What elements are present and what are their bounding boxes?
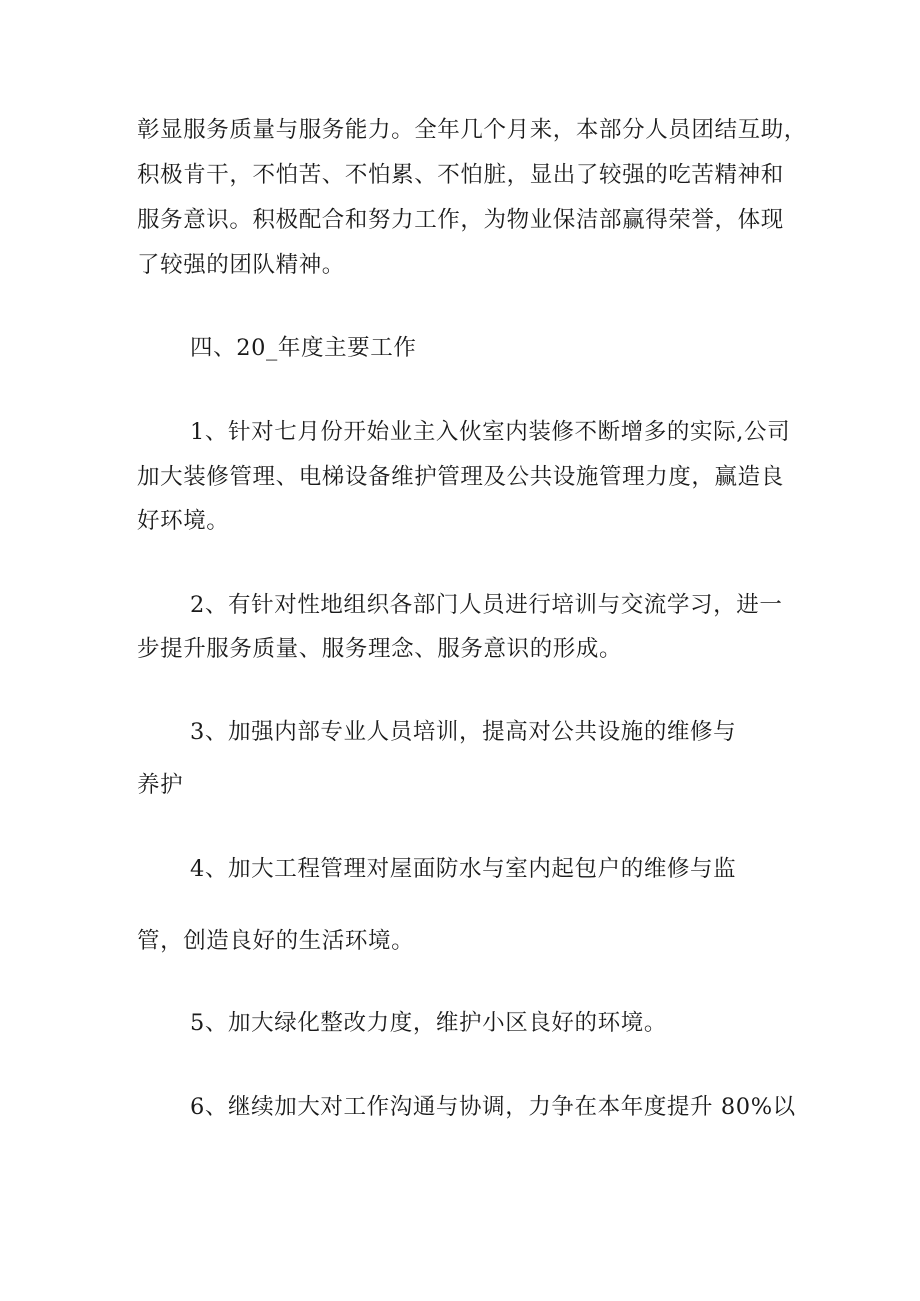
text-line: 积极肯干，不怕苦、不怕累、不怕脏，显出了较强的吃苦精神和	[137, 162, 784, 188]
text-line: 彰显服务质量与服务能力。全年几个月来，本部分人员团结互助，	[137, 117, 807, 143]
text-line: 了较强的团队精神。	[137, 252, 345, 278]
text-line: 1、针对七月份开始业主入伙室内装修不断增多的实际,公司	[190, 419, 791, 445]
text-line: 步提升服务质量、服务理念、服务意识的形成。	[137, 636, 623, 662]
text-line: 6、继续加大对工作沟通与协调，力争在本年度提升 80%以	[190, 1094, 796, 1120]
text-line: 养护	[137, 772, 184, 798]
text-line: 5、加大绿化整改力度，维护小区良好的环境。	[190, 1010, 667, 1036]
text-line: 4、加大工程管理对屋面防水与室内起包户的维修与监	[190, 856, 737, 882]
text-line: 3、加强内部专业人员培训，提高对公共设施的维修与	[190, 719, 737, 745]
text-line: 2、有针对性地组织各部门人员进行培训与交流学习，进一	[190, 592, 783, 618]
text-line: 管，创造良好的生活环境。	[137, 928, 415, 954]
section-heading: 四、20_年度主要工作	[190, 335, 417, 361]
text-line: 加大装修管理、电梯设备维护管理及公共设施管理力度，赢造良	[137, 464, 784, 490]
text-line: 好环境。	[137, 508, 230, 534]
text-line: 服务意识。积极配合和努力工作，为物业保洁部赢得荣誉，体现	[137, 207, 784, 233]
